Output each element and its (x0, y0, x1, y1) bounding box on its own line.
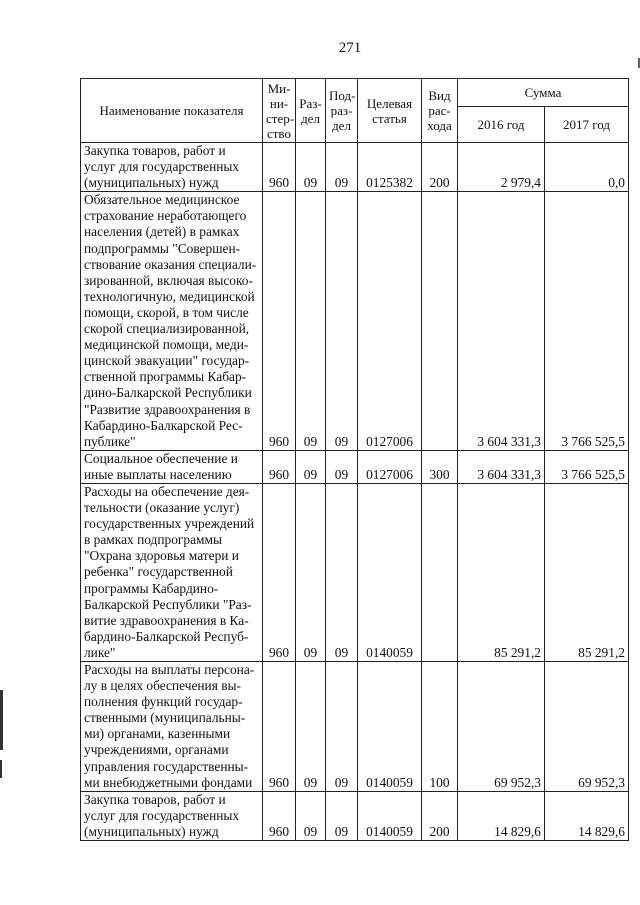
indicator-name-line: витие здравоохранения в Ка- (84, 612, 249, 628)
table-row (81, 143, 629, 192)
indicator-name-line: скорой специализированной, (84, 321, 250, 337)
header-target: Целевая статья (358, 79, 422, 143)
indicator-name-line: цинской эвакуации" государ- (84, 353, 250, 369)
section-code: 09 (296, 662, 326, 792)
indicator-name-line: государственных учреждений (84, 516, 255, 532)
subsection-code: 09 (326, 483, 358, 661)
indicator-name-line: публике" (84, 433, 136, 449)
amount-2016: 3 604 331,3 (458, 192, 545, 451)
indicator-name-line: ми внебюджетными фондами (84, 774, 253, 790)
subsection-code: 09 (326, 192, 358, 451)
header-row-top (81, 79, 629, 107)
scan-artifact (0, 760, 2, 778)
target-code: 0140059 (358, 483, 422, 661)
indicator-name (81, 450, 263, 483)
ministry-code: 960 (263, 192, 296, 451)
indicator-name-line: программы Кабардино- (84, 580, 219, 596)
header-expense: Вид рас- хода (422, 79, 458, 143)
amount-2017: 69 952,3 (545, 662, 629, 792)
indicator-name-line: лу в целях обеспечения вы- (84, 678, 242, 694)
indicator-name-line: Закупка товаров, работ и (84, 791, 226, 807)
indicator-name-line: дино-Балкарской Республики (84, 385, 252, 401)
table-body (81, 143, 629, 841)
indicator-name-line: ствование оказания специали- (84, 256, 257, 272)
target-code: 0140059 (358, 662, 422, 792)
header-year-2016: 2016 год (458, 107, 545, 143)
header-ministry: Ми- ни- стер- ство (263, 79, 296, 143)
indicator-name-line: технологичную, медицинской (84, 288, 255, 304)
indicator-name-line: полнения функций государ- (84, 694, 243, 710)
expense-code: 200 (422, 143, 458, 192)
amount-2017: 3 766 525,5 (545, 450, 629, 483)
header-sum: Сумма (458, 79, 629, 107)
amount-2016: 85 291,2 (458, 483, 545, 661)
target-code: 0127006 (358, 192, 422, 451)
table-row (81, 791, 629, 840)
indicator-name-line: иные выплаты населению (84, 466, 232, 482)
indicator-name-line: Расходы на выплаты персона- (84, 662, 255, 677)
target-code: 0127006 (358, 450, 422, 483)
indicator-name-line: учреждениями, органами (84, 742, 229, 758)
table-row (81, 662, 629, 792)
amount-2017: 85 291,2 (545, 483, 629, 661)
indicator-name-line: ственными (муниципальны- (84, 710, 246, 726)
expense-code (422, 192, 458, 451)
header-subsection: Под- раз- дел (326, 79, 358, 143)
indicator-name-line: в рамках подпрограммы (84, 532, 222, 548)
indicator-name-line: Социальное обеспечение и (84, 450, 238, 466)
indicator-name-line: помощи, скорой, в том числе (84, 304, 249, 320)
table-row (81, 483, 629, 661)
section-code: 09 (296, 483, 326, 661)
indicator-name-line: тельности (оказание услуг) (84, 500, 240, 516)
indicator-name-line: Кабардино-Балкарской Рес- (84, 417, 243, 433)
ministry-code: 960 (263, 662, 296, 792)
amount-2016: 2 979,4 (458, 143, 545, 192)
indicator-name-line: подпрограммы "Совершен- (84, 240, 241, 256)
target-code: 0140059 (358, 791, 422, 840)
section-code: 09 (296, 192, 326, 451)
indicator-name-line: услуг для государственных (84, 807, 240, 823)
subsection-code: 09 (326, 791, 358, 840)
indicator-name-line: страхование неработающего (84, 208, 247, 224)
amount-2016: 3 604 331,3 (458, 450, 545, 483)
header-year-2017: 2017 год (545, 107, 629, 143)
page-number: 271 (338, 40, 362, 56)
indicator-name-line: "Охрана здоровья матери и (84, 548, 239, 564)
scan-artifact (0, 690, 3, 750)
indicator-name-line: населения (детей) в рамках (84, 224, 240, 240)
indicator-name (81, 143, 263, 192)
indicator-name-line: Расходы на обеспечение дея- (84, 483, 250, 499)
ministry-code: 960 (263, 483, 296, 661)
section-code: 09 (296, 791, 326, 840)
amount-2016: 14 829,6 (458, 791, 545, 840)
amount-2016: 69 952,3 (458, 662, 545, 792)
indicator-name-line: ственной программы Кабар- (84, 369, 247, 385)
indicator-name-line: ми) органами, казенными (84, 726, 231, 742)
indicator-name-line: (муниципальных) нужд (84, 175, 219, 191)
section-code: 09 (296, 143, 326, 192)
amount-2017: 14 829,6 (545, 791, 629, 840)
header-section: Раз- дел (296, 79, 326, 143)
subsection-code: 09 (326, 450, 358, 483)
subsection-code: 09 (326, 662, 358, 792)
ministry-code: 960 (263, 791, 296, 840)
header-name: Наименование показателя (81, 79, 263, 143)
indicator-name-line: "Развитие здравоохранения в (84, 401, 251, 417)
indicator-name (81, 192, 263, 451)
indicator-name-line: услуг для государственных (84, 159, 240, 175)
amount-2017: 3 766 525,5 (545, 192, 629, 451)
indicator-name (81, 791, 263, 840)
budget-table (80, 78, 629, 841)
ministry-code: 960 (263, 450, 296, 483)
expense-code: 300 (422, 450, 458, 483)
indicator-name-line: Обязательное медицинское (84, 192, 240, 208)
indicator-name (81, 662, 263, 792)
indicator-name (81, 483, 263, 661)
indicator-name-line: ребенка" государственной (84, 564, 233, 580)
table-row (81, 192, 629, 451)
expense-code: 100 (422, 662, 458, 792)
expense-code (422, 483, 458, 661)
expense-code: 200 (422, 791, 458, 840)
indicator-name-line: лике" (84, 644, 116, 660)
indicator-name-line: управления государственны- (84, 758, 249, 774)
target-code: 0125382 (358, 143, 422, 192)
indicator-name-line: бардино-Балкарской Респуб- (84, 628, 249, 644)
section-code: 09 (296, 450, 326, 483)
indicator-name-line: Балкарской Республики "Раз- (84, 596, 252, 612)
indicator-name-line: зированной, включая высоко- (84, 272, 253, 288)
amount-2017: 0,0 (545, 143, 629, 192)
subsection-code: 09 (326, 143, 358, 192)
indicator-name-line: Закупка товаров, работ и (84, 143, 226, 158)
indicator-name-line: (муниципальных) нужд (84, 823, 219, 839)
ministry-code: 960 (263, 143, 296, 192)
indicator-name-line: медицинской помощи, меди- (84, 337, 249, 353)
table-row (81, 450, 629, 483)
